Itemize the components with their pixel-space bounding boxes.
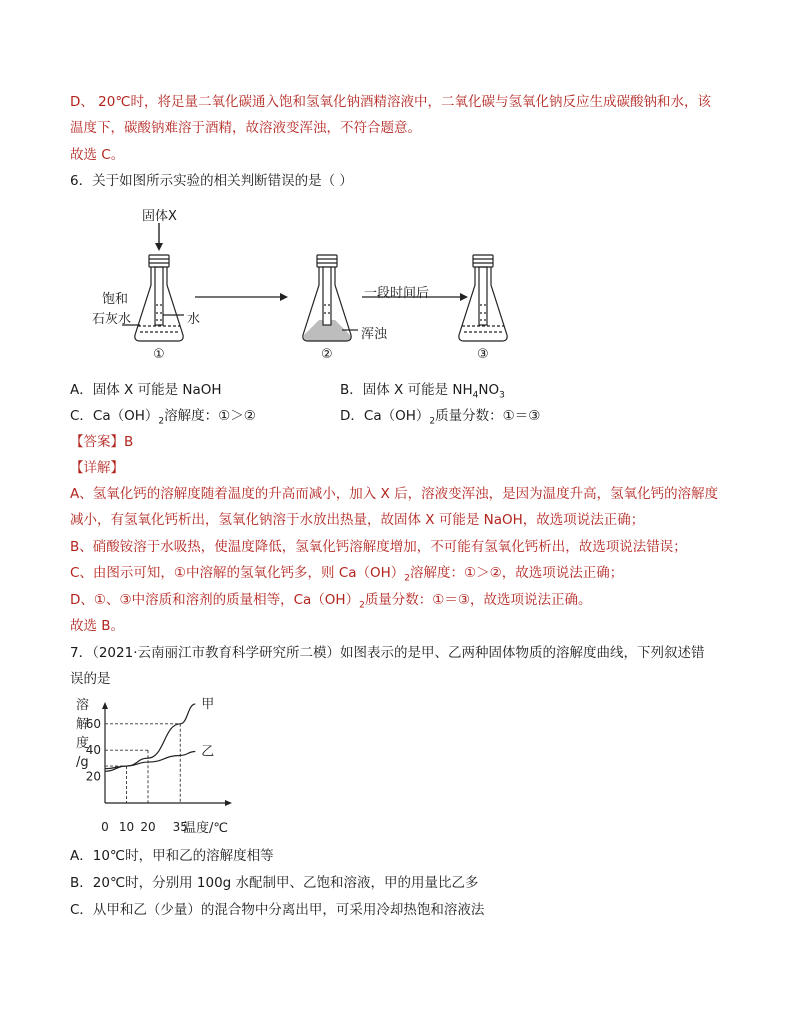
y-label-part-2: 度 bbox=[76, 736, 90, 751]
q6-conclusion: 故选 B。 bbox=[70, 618, 125, 634]
x-tick-10: 10 bbox=[118, 820, 135, 834]
q7-option-c: C．从甲和乙（少量）的混合物中分离出甲，可采用冷却热饱和溶液法 bbox=[70, 902, 485, 918]
flask-1 bbox=[122, 255, 184, 341]
y-label-part-0: 溶 bbox=[76, 698, 90, 713]
x-axis-label: 温度/℃ bbox=[183, 821, 228, 836]
solid-x-arrowhead bbox=[155, 243, 163, 251]
q7-option-a: A．10℃时，甲和乙的溶解度相等 bbox=[70, 848, 274, 864]
q5-option-d-line1: D、 20℃时，将足量二氧化碳通入饱和氢氧化钠酒精溶液中，二氧化碳与氢氧化钠反应生成碳酸钠和水，该 bbox=[70, 94, 712, 110]
x-tick-35: 35 bbox=[172, 820, 188, 834]
y-label-part-3: /g bbox=[76, 755, 89, 770]
chart-guides bbox=[105, 724, 180, 803]
q6-option-a: A．固体 X 可能是 NaOH bbox=[70, 382, 222, 398]
y-label-part-1: 解 bbox=[76, 717, 90, 732]
q7-option-b: B．20℃时，分别用 100g 水配制甲、乙饱和溶液，甲的用量比乙多 bbox=[70, 875, 479, 891]
process-arrowhead-2 bbox=[460, 293, 468, 301]
q6-detail-d: D、①、③中溶质和溶剂的质量相等，$Ca(OH)_2$质量分数：①＝③，故选项说法正确。 bbox=[70, 592, 592, 611]
label-solid-x: 固体X bbox=[142, 209, 177, 224]
y-axis-arrowhead bbox=[102, 702, 108, 709]
q6-detail-b: B、硝酸铵溶于水吸热，使温度降低，氢氧化钙溶解度增加，不可能有氢氧化钙析出，故选项说法错误； bbox=[70, 539, 687, 555]
x-tick-0: 0 bbox=[101, 820, 109, 834]
label-water: 水 bbox=[187, 312, 201, 327]
flask-3 bbox=[459, 255, 507, 341]
q6-detail-a-line1: A、氢氧化钙的溶解度随着温度的升高而减小，加入 X 后，溶液变浑浊，是因为温度升高，氢氧化钙的溶解度 bbox=[70, 486, 719, 502]
series-label-0: 甲 bbox=[201, 697, 215, 712]
y-tick-20: 20 bbox=[85, 769, 101, 784]
q5-option-d-line2: 温度下，碳酸钠难溶于酒精，故溶液变浑浊，不符合题意。 bbox=[70, 120, 421, 136]
solubility-chart-svg bbox=[68, 695, 248, 845]
x-tick-20: 20 bbox=[140, 820, 156, 834]
solubility-chart bbox=[68, 695, 248, 845]
answer-tag: 【答案】 bbox=[70, 434, 124, 450]
process-arrowhead-1 bbox=[280, 293, 288, 301]
flask-2 bbox=[303, 255, 358, 341]
label-flask-3: ③ bbox=[477, 347, 489, 362]
label-limewater: 石灰水 bbox=[92, 312, 132, 327]
label-turbid: 浑浊 bbox=[361, 327, 388, 342]
q6-detail-tag: 【详解】 bbox=[70, 460, 124, 476]
q6-detail-c: C、由图示可知，①中溶解的氢氧化钙多，则 $Ca(OH)_2$溶解度：①＞②，故选项说法正确； bbox=[70, 565, 624, 584]
label-after-time: 一段时间后 bbox=[364, 286, 430, 301]
q6-answer bbox=[70, 432, 133, 452]
series-line-1 bbox=[105, 752, 195, 769]
chart-series bbox=[105, 697, 214, 771]
y-tick-60: 60 bbox=[85, 716, 101, 731]
answer-value: B bbox=[124, 434, 134, 450]
q6-stem: 6．关于如图所示实验的相关判断错误的是（ ） bbox=[70, 173, 353, 189]
q6-option-b: B．固体 X 可能是 $NH_4NO_3$ bbox=[340, 382, 505, 401]
q7-stem-line2: 误的是 bbox=[70, 671, 111, 687]
q6-detail-a-line2: 减小，有氢氧化钙析出，氢氧化钠溶于水放出热量，故固体 X 可能是 NaOH，故选项说法正确； bbox=[70, 512, 645, 528]
q6-option-d: D．$Ca(OH)_2$质量分数：①＝③ bbox=[340, 408, 541, 427]
label-saturated: 饱和 bbox=[102, 292, 129, 307]
q6-figure bbox=[80, 195, 540, 370]
x-axis-arrowhead bbox=[225, 800, 232, 806]
chart-ticks bbox=[86, 717, 188, 834]
y-tick-40: 40 bbox=[85, 743, 101, 758]
series-label-1: 乙 bbox=[201, 744, 215, 760]
label-flask-2: ② bbox=[321, 347, 333, 362]
q5-conclusion: 故选 C。 bbox=[70, 147, 125, 163]
label-flask-1: ① bbox=[153, 347, 165, 362]
q7-stem-line1: 7．（2021·云南丽江市教育科学研究所二模）如图表示的是甲、乙两种固体物质的溶解度曲线，下列叙述错 bbox=[70, 645, 705, 661]
series-line-0 bbox=[105, 704, 195, 771]
q6-option-c: C．$Ca(OH)_2$溶解度：①＞② bbox=[70, 408, 256, 427]
